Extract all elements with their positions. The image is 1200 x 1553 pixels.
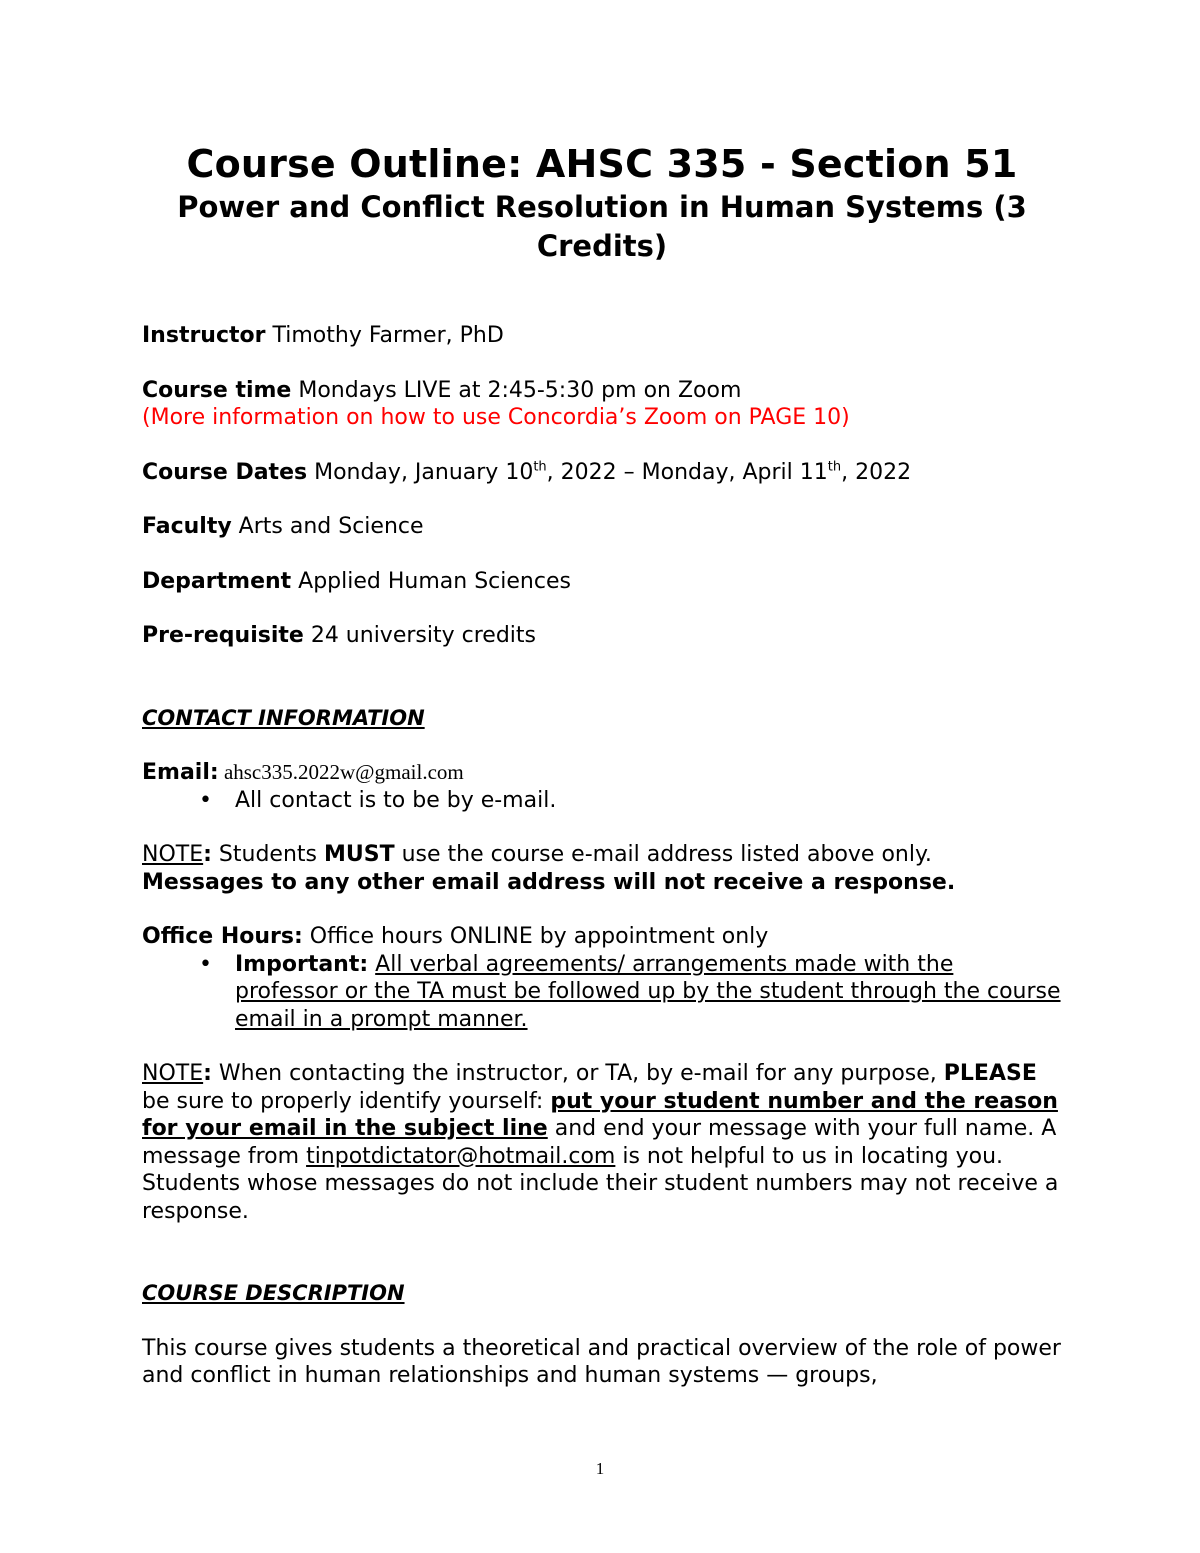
instructor-label: Instructor <box>142 323 266 348</box>
document-subtitle: Power and Conflict Resolution in Human Systems (3 Credits) <box>177 190 1027 263</box>
course-time-label: Course time <box>142 377 292 403</box>
please-emphasis: PLEASE <box>943 1061 1037 1086</box>
document-title: Course Outline: AHSC 335 - Section 51 <box>186 142 1018 186</box>
note2-text-d: is not helpful to us in locating you. Students whose messages do not include their student numbers may not receive a response. <box>142 1143 1059 1224</box>
page-content <box>142 140 1062 1390</box>
faculty-label: Faculty <box>142 514 232 539</box>
instructor-value: Timothy Farmer, PhD <box>265 323 504 348</box>
instructor-line <box>142 322 1062 350</box>
important-text: All verbal agreements/ arrangements made with the professor or the TA must be followed up by the student through the course email in a prompt manner. <box>235 951 1061 1032</box>
prerequisite-value: 24 university credits <box>303 623 536 648</box>
course-dates-sup2: th <box>827 459 842 475</box>
office-hours-label: Office Hours: <box>142 924 303 949</box>
course-dates-part3: , 2022 <box>841 459 912 485</box>
course-time-value: Mondays LIVE at 2:45-5:30 pm on Zoom <box>291 377 742 403</box>
course-dates-part2: , 2022 – Monday, April 11 <box>546 459 828 485</box>
note2-text-b: be sure to properly identify yourself: <box>142 1088 551 1114</box>
list-item <box>142 787 1062 815</box>
course-dates-line <box>142 459 1062 487</box>
bullet-icon: • <box>199 951 212 977</box>
contact-heading: CONTACT INFORMATION <box>142 705 425 730</box>
important-label: Important: <box>235 951 369 977</box>
course-dates-label: Course Dates <box>142 459 308 485</box>
note-identify-yourself <box>142 1060 1062 1225</box>
note-text-a: Students <box>211 842 324 867</box>
contact-bullet-text: All contact is to be by e-mail. <box>235 787 557 813</box>
office-hours-line <box>142 923 1062 951</box>
bullet-icon: • <box>199 787 212 813</box>
note-text-b: use the course e-mail address listed above only. <box>394 842 932 867</box>
page-number: 1 <box>595 1459 605 1478</box>
office-hours-value: Office hours ONLINE by appointment only <box>302 924 769 949</box>
note2-text-c: and end your message with your full name. A message from <box>142 1116 1057 1169</box>
faculty-value: Arts and Science <box>231 514 424 539</box>
description-heading-line <box>142 1280 1062 1308</box>
department-line <box>142 568 1062 596</box>
note2-text-a: When contacting the instructor, or TA, by e-mail for any purpose, <box>211 1061 944 1086</box>
must-emphasis: MUST <box>324 842 395 867</box>
description-heading: COURSE DESCRIPTION <box>142 1281 405 1305</box>
description-text: This course gives students a theoretical and practical overview of the role of power and conflict in human relationships and human systems — groups, <box>142 1335 1061 1388</box>
note-colon: : <box>203 1061 212 1086</box>
email-line <box>142 759 1062 787</box>
email-value: ahsc335.2022w@gmail.com <box>218 760 464 784</box>
prerequisite-line <box>142 622 1062 650</box>
course-dates-part1: Monday, January 10 <box>307 459 534 485</box>
list-item <box>142 951 1062 1034</box>
subject-line-instruction: put your student number and the reason for your email in the subject line <box>142 1088 1058 1141</box>
email-label: Email: <box>142 760 219 785</box>
department-label: Department <box>142 568 292 594</box>
note-colon: : <box>203 842 212 867</box>
faculty-line <box>142 513 1062 541</box>
note-label: NOTE <box>142 1061 204 1086</box>
email-bullet-list <box>142 787 1062 815</box>
zoom-info-note: (More information on how to use Concordia’s Zoom on PAGE 10) <box>142 405 850 430</box>
example-email-link[interactable]: tinpotdictator@hotmail.com <box>306 1143 616 1169</box>
department-value: Applied Human Sciences <box>291 568 571 594</box>
prerequisite-label: Pre-requisite <box>142 623 304 648</box>
course-time-line <box>142 377 1062 405</box>
note-label: NOTE <box>142 842 204 867</box>
note-email-only <box>142 841 1062 869</box>
no-response-warning: Messages to any other email address will not receive a response. <box>142 869 956 895</box>
course-dates-sup1: th <box>533 459 547 475</box>
contact-heading-line <box>142 705 1062 733</box>
office-bullet-list <box>142 951 1062 1034</box>
